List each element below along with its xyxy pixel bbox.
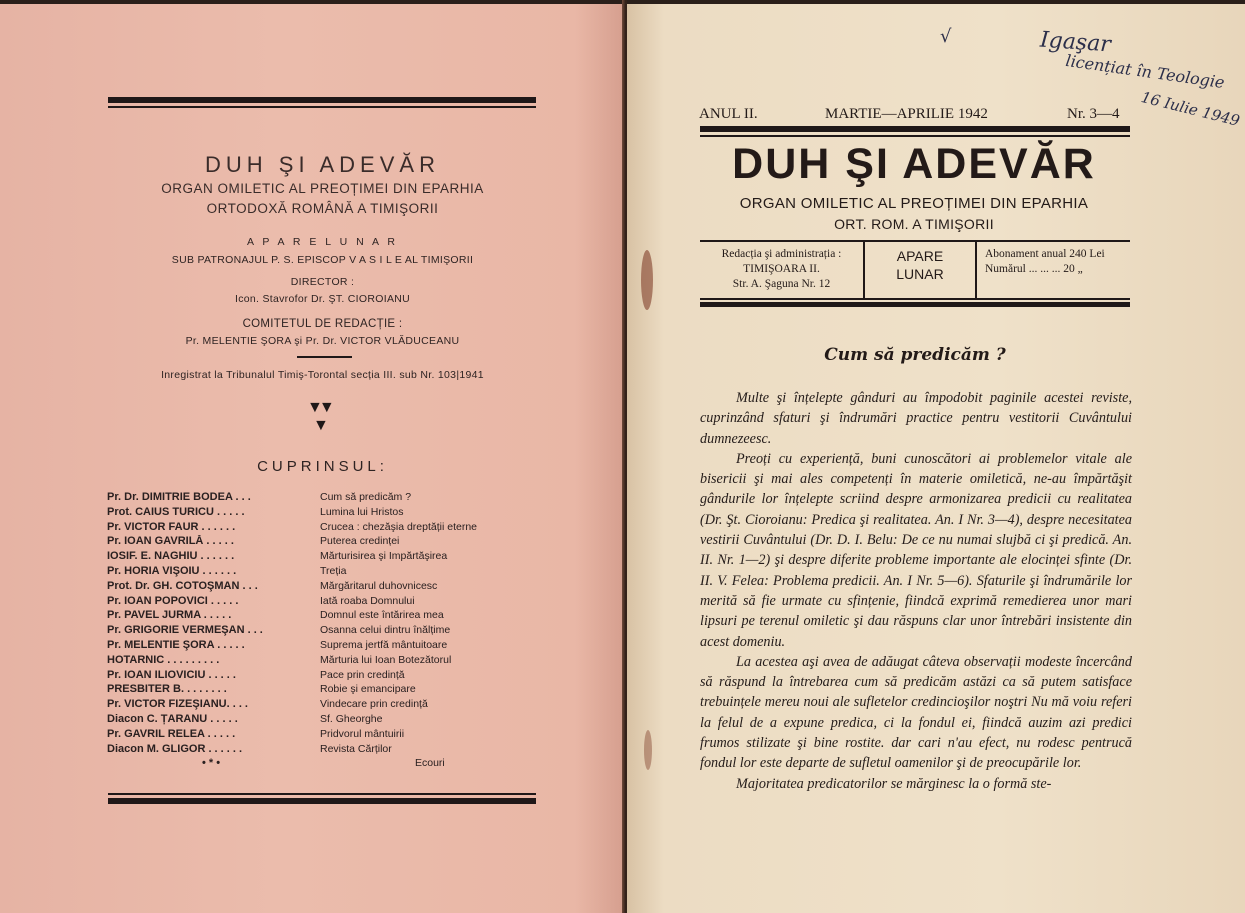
- contents-row: [107, 595, 537, 610]
- contents-row: [107, 580, 537, 595]
- contents-title: Puterea credinței: [320, 535, 400, 548]
- contents-title: Ecouri: [415, 757, 445, 770]
- contents-row: [107, 565, 537, 580]
- subscription-price: Abonament anual 240 Lei: [985, 248, 1105, 260]
- contents-title: Iată roaba Domnului: [320, 594, 415, 607]
- contents-author: Pr. Dr. DIMITRIE BODEA . . .: [107, 491, 251, 503]
- contents-author: Diacon C. ȚARANU . . . . .: [107, 712, 238, 725]
- contents-row: [107, 624, 537, 639]
- contents-heading: CUPRINSUL:: [257, 458, 388, 475]
- left-subtitle-2: ORTODOXĂ ROMÂNĂ A TIMIŞORII: [206, 201, 439, 216]
- left-committee-names: Pr. MELENTIE ŞORA şi Pr. Dr. VICTOR VLĂDUCEANU: [185, 335, 460, 347]
- left-subtitle-1: ORGAN OMILETIC AL PREOȚIMEI DIN EPARHIA: [161, 181, 484, 196]
- contents-title: Robie şi emancipare: [320, 683, 416, 696]
- left-bottom-rule-thin: [108, 793, 536, 795]
- contents-title: Sf. Gheorghe: [320, 712, 383, 725]
- appears-line-2: LUNAR: [896, 266, 944, 282]
- contents-author: Pr. MELENTIE ŞORA . . . . .: [107, 638, 245, 651]
- redaction-city: TIMIŞOARA II.: [743, 263, 820, 275]
- right-subtitle-1: ORGAN OMILETIC AL PREOȚIMEI DIN EPARHIA: [739, 195, 1089, 212]
- left-title: DUH ŞI ADEVĂR: [205, 152, 440, 177]
- left-registration: Inregistrat la Tribunalul Timiş-Torontal secția III. sub Nr. 103|1941: [161, 369, 484, 381]
- contents-title: Crucea : chezăşia dreptății eterne: [320, 520, 478, 533]
- left-mid-rule: [297, 356, 352, 358]
- contents-title: Lumina lui Hristos: [320, 505, 404, 518]
- redaction-cell: [700, 242, 865, 298]
- contents-author: IOSIF. E. NAGHIU . . . . . .: [107, 550, 235, 563]
- contents-author: HOTARNIC . . . . . . . . .: [107, 653, 220, 666]
- left-appears: A P A R E L U N A R: [247, 236, 398, 248]
- contents-row: [107, 639, 537, 654]
- article-body: [700, 388, 1132, 794]
- handwritten-date: 16 Iulie 1949: [1139, 88, 1242, 130]
- contents-author: Pr. VICTOR FAUR . . . . . .: [107, 520, 236, 533]
- appears-cell: [865, 242, 977, 298]
- left-director-label: DIRECTOR :: [290, 276, 355, 288]
- contents-author: Pr. GAVRIL RELEA . . . . .: [107, 727, 236, 740]
- contents-row: [107, 728, 537, 743]
- article-paragraph: La acestea aşi avea de adăugat câteva observații modeste încercând să răspund la întrebarea cum să predicăm astăzi ca să putem satisface trebuințele mereu noui ale sufletelor credincioşilor noştri Nu mă voiu referi la felul de a expune predica, ci la fondul ei, fiindcă auzim azi predici frumos stilizate şi bine rostite. dar cari n'au efect, nu rodesc pentrucă fondul lor este departe de sufletul oamenilor şi de preocupările lor.: [700, 653, 1132, 772]
- contents-author: Pr. VICTOR FIZEŞIANU. . . .: [107, 698, 248, 711]
- contents-author: Pr. IOAN ILIOVICIU . . . . .: [107, 668, 236, 681]
- right-top-rule: [700, 126, 1130, 132]
- article-paragraph: Majoritatea predicatorilor se mărginesc la o formă ste-: [736, 775, 1052, 792]
- contents-row: [107, 757, 537, 772]
- subscription-cell: [977, 242, 1130, 298]
- issue-price: Numărul ... ... ... 20 „: [985, 263, 1083, 275]
- contents-author: Prot. CAIUS TURICU . . . . .: [107, 505, 245, 518]
- contents-title: Treția: [320, 564, 347, 577]
- article-title: Cum să predicăm ?: [824, 345, 1006, 365]
- info-box: [700, 240, 1130, 300]
- contents-row: [107, 713, 537, 728]
- contents-row: [107, 654, 537, 669]
- contents-title: Domnul este întărirea mea: [320, 609, 444, 622]
- contents-title: Osanna celui dintru înălțime: [320, 624, 451, 637]
- redaction-label: Redacția şi administrația :: [721, 248, 842, 260]
- left-patronage: SUB PATRONAJUL P. S. EPISCOP V A S I L E AL TIMIŞORII: [171, 254, 474, 266]
- contents-title: Vindecare prin credință: [320, 698, 428, 711]
- contents-author: Pr. IOAN POPOVICI . . . . .: [107, 594, 239, 607]
- contents-author: PRESBITER B. . . . . . . .: [107, 683, 227, 696]
- redaction-street: Str. A. Şaguna Nr. 12: [732, 278, 831, 290]
- contents-title: Mărturia lui Ioan Botezătorul: [320, 653, 452, 666]
- left-top-rule-thin: [108, 106, 536, 108]
- handwritten-name: Igaşar: [1039, 27, 1112, 58]
- handwritten-note: licențiat în Teologie: [1064, 50, 1226, 93]
- contents-row: [107, 521, 537, 536]
- issue-date: MARTIE—APRILIE 1942: [825, 106, 988, 122]
- left-committee-label: COMITETUL DE REDACȚIE :: [242, 318, 403, 330]
- right-subtitle-2: ORT. ROM. A TIMIŞORII: [834, 216, 994, 232]
- contents-row: [107, 550, 537, 565]
- stain-mark: [641, 250, 653, 310]
- contents-title: Pridvorul mântuirii: [320, 727, 405, 740]
- issue-year: ANUL II.: [699, 106, 758, 122]
- issue-number: Nr. 3—4: [1067, 106, 1120, 122]
- contents-author: • * •: [202, 757, 221, 770]
- contents-author: Prot. Dr. GH. COTOŞMAN . . .: [107, 579, 258, 592]
- contents-title: Revista Cărților: [320, 742, 392, 755]
- triangle-ornament-icon: ▼▼ ▼: [307, 399, 331, 434]
- right-title: DUH ŞI ADEVĂR: [732, 140, 1096, 188]
- article-paragraph: Multe şi înțelepte gânduri au împodobit paginile acestei reviste, cuprinzând sfaturi şi îndrumări practice pentru vestitorii Cuvântului dumnezeesc.: [700, 390, 1132, 447]
- contents-author: Pr. GRIGORIE VERMEŞAN . . .: [107, 624, 263, 637]
- left-bottom-rule: [108, 798, 536, 804]
- contents-author: Pr. PAVEL JURMA . . . . .: [107, 609, 232, 622]
- contents-title: Mărturisirea şi Impărtăşirea: [320, 550, 448, 563]
- handwritten-mark: √: [940, 26, 952, 47]
- left-top-rule: [108, 97, 536, 103]
- contents-row: [107, 743, 537, 758]
- right-top-rule-thin: [700, 135, 1130, 137]
- contents-row: [107, 683, 537, 698]
- article-paragraph: Preoți cu experiență, buni cunoscători ai problemelor vitale ale bisericii şi mai ales competenți în materie omiletică, ne-au împărtăşit gândurile lor înțelepte scriind despre armonizarea predicii cu realitatea (Dr. Şt. Cioroianu: Predica şi realitatea. An. I Nr. 3—4), despre necesitatea vestirii Cuvântului (Dr. D. I. Belu: De ce nu numai slujbă ci şi predică. An. II. Nr. 1—2) şi despre diferite probleme importante ale elocinței sfinte (Dr. II. V. Felea: Problema predicii. An. I Nr. 5—6). Sfaturile şi îndrumările lor merită să fie urmate cu sfințenie, fiindcă exprimă remedierea unor mari lipsuri pe terenul omiletic şi dau răspuns clar unor întrebări insistente din acest domeniu.: [700, 450, 1132, 650]
- left-director-name: Icon. Stavrofor Dr. ŞT. CIOROIANU: [234, 293, 411, 305]
- contents-author: Pr. IOAN GAVRILĂ . . . . .: [107, 535, 234, 548]
- contents-row: [107, 535, 537, 550]
- contents-title: Cum să predicăm ?: [320, 491, 412, 503]
- contents-author: Pr. HORIA VIŞOIU . . . . . .: [107, 564, 237, 577]
- contents-row: [107, 669, 537, 684]
- contents-row: [107, 491, 537, 506]
- contents-title: Mărgăritarul duhovnicesc: [320, 579, 438, 592]
- appears-line-1: APARE: [896, 248, 944, 264]
- contents-list: [107, 491, 537, 772]
- contents-title: Pace prin credință: [320, 668, 405, 681]
- stain-mark: [644, 730, 652, 770]
- contents-row: [107, 506, 537, 521]
- right-mid-rule: [700, 302, 1130, 307]
- contents-row: [107, 609, 537, 624]
- contents-row: [107, 698, 537, 713]
- contents-author: Diacon M. GLIGOR . . . . . .: [107, 742, 243, 755]
- contents-title: Suprema jertfă mântuitoare: [320, 638, 448, 651]
